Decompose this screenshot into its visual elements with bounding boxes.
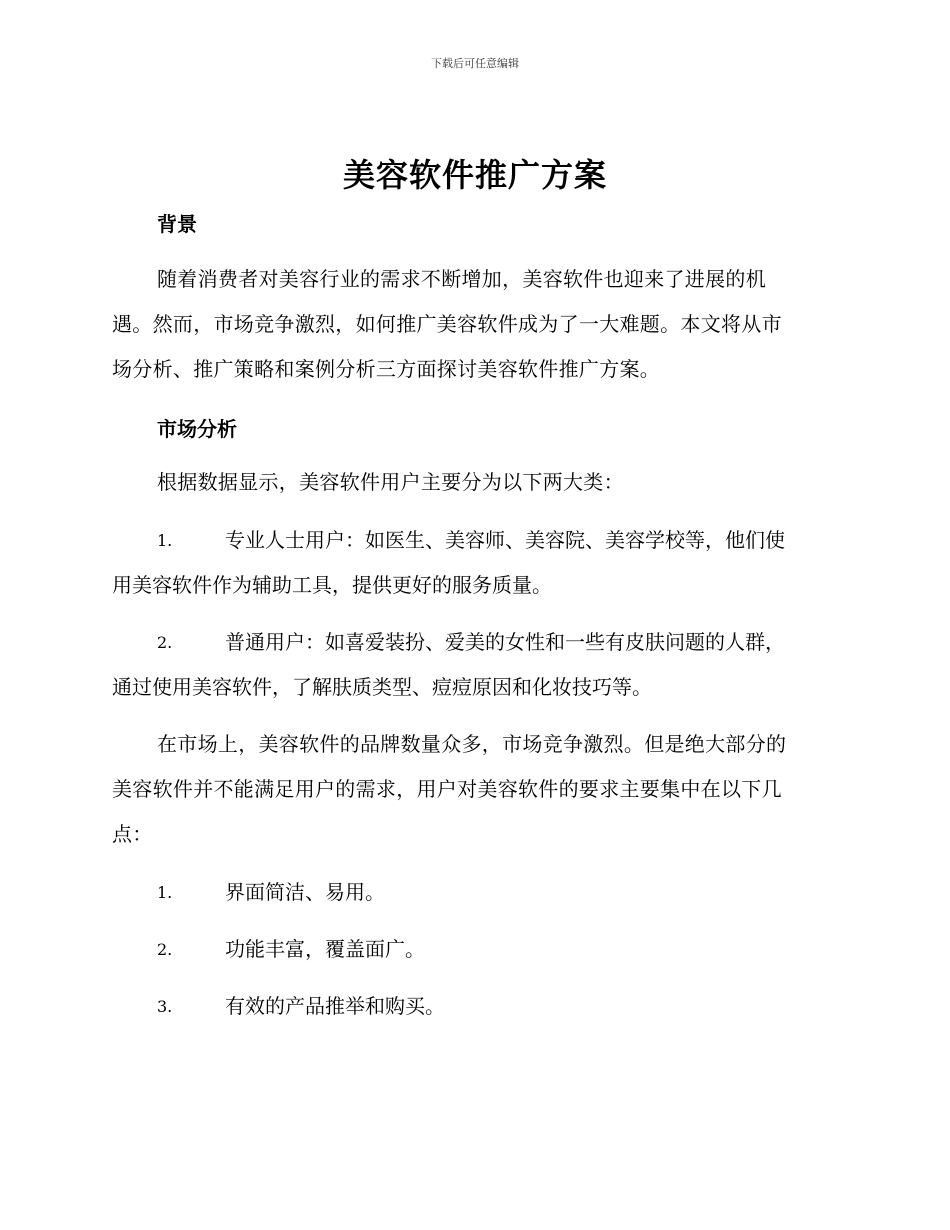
heading-market-analysis: 市场分析	[157, 417, 237, 441]
paragraph-line: 美容软件并不能满足用户的需求，用户对美容软件的要求主要集中在以下几	[112, 777, 782, 801]
list-number: 1.	[157, 883, 173, 902]
paragraph-line: 随着消费者对美容行业的需求不断增加，美容软件也迎来了进展的机	[157, 267, 766, 291]
list-item-text: 有效的产品推举和购买。	[225, 994, 445, 1018]
list-item-user-type	[112, 620, 832, 710]
paragraph-line: 遇。然而，市场竞争激烈，如何推广美容软件成为了一大难题。本文将从市	[112, 312, 782, 336]
list-item-text: 界面简洁、易用。	[225, 880, 385, 904]
list-item-user-type	[112, 518, 832, 608]
list-number: 1.	[157, 531, 173, 550]
paragraph-market-intro	[112, 460, 832, 505]
list-item-text: 通过使用美容软件，了解肤质类型、痘痘原因和化妆技巧等。	[112, 675, 652, 699]
document-title: 美容软件推广方案	[342, 156, 607, 194]
list-item-text: 功能丰富，覆盖面广。	[225, 937, 425, 961]
paragraph-line: 点：	[112, 822, 153, 846]
heading-background: 背景	[157, 212, 197, 236]
paragraph-line: 根据数据显示，美容软件用户主要分为以下两大类：	[157, 470, 624, 494]
paragraph-background	[112, 257, 832, 392]
header-note: 下载后可任意编辑	[431, 57, 519, 70]
list-item-text: 专业人士用户：如医生、美容师、美容院、美容学校等，他们使	[225, 528, 785, 552]
list-item-requirement	[112, 927, 425, 972]
paragraph-line: 在市场上，美容软件的品牌数量众多，市场竞争激烈。但是绝大部分的	[157, 732, 787, 756]
paragraph-competition	[112, 722, 832, 857]
list-item-requirement	[112, 870, 385, 915]
list-item-text: 用美容软件作为辅助工具，提供更好的服务质量。	[112, 573, 552, 597]
list-item-requirement	[112, 984, 445, 1029]
list-number: 3.	[157, 997, 173, 1016]
list-number: 2.	[157, 940, 173, 959]
list-number: 2.	[157, 633, 173, 652]
list-item-text: 普通用户：如喜爱装扮、爱美的女性和一些有皮肤问题的人群，	[225, 630, 785, 654]
paragraph-line: 场分析、推广策略和案例分析三方面探讨美容软件推广方案。	[112, 357, 661, 381]
